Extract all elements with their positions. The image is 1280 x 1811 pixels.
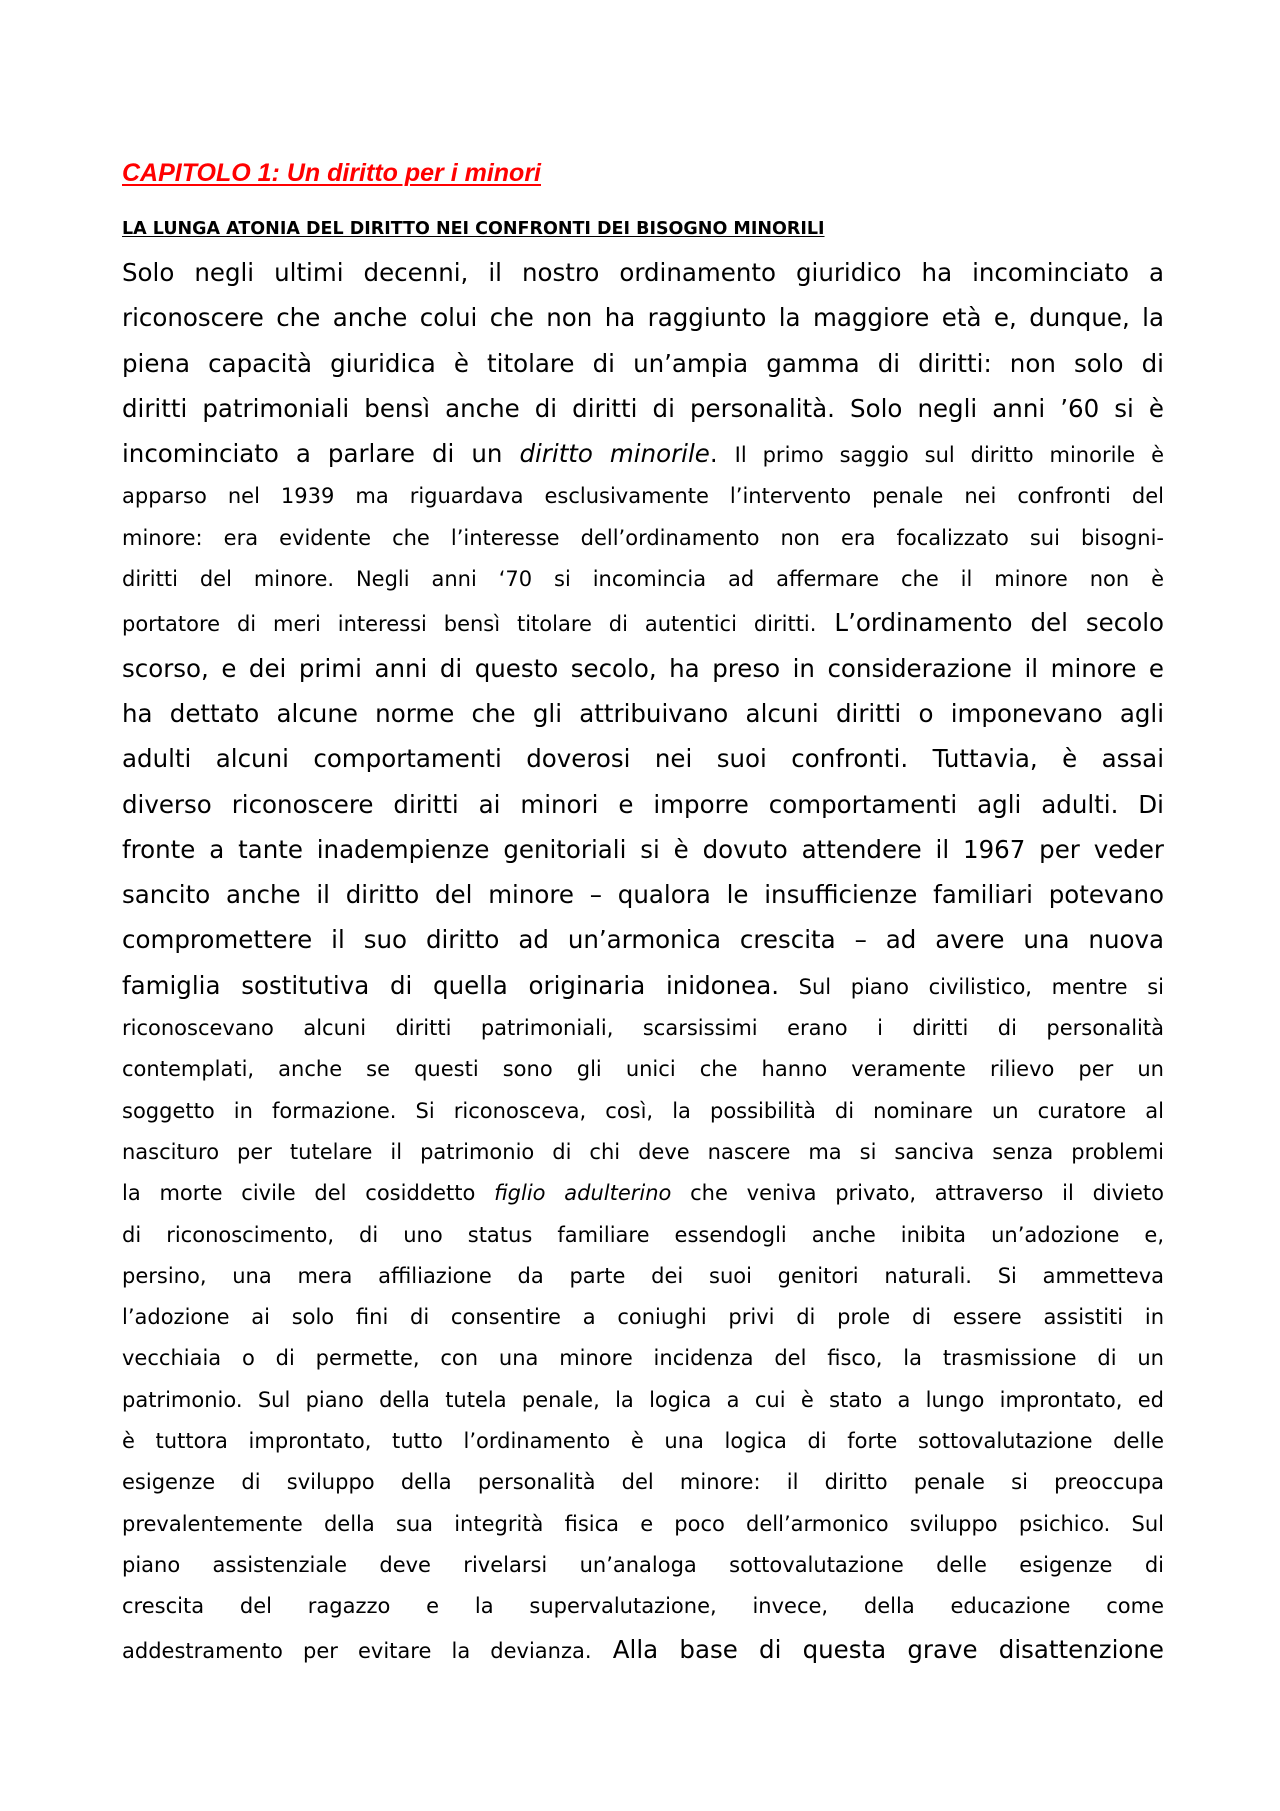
text-line: fronte a tante inadempienze genitoriali si è dovuto attendere il 1967 per veder <box>122 834 1164 864</box>
text-line: diritti patrimoniali bensì anche di diritti di personalità. Solo negli anni ’60 si è <box>122 393 1164 423</box>
text-line: crescita del ragazzo e la supervalutazione, invece, della educazione come <box>122 1594 1164 1619</box>
text-line <box>122 431 1164 476</box>
text-line: vecchiaia o di permette, con una minore incidenza del fisco, la trasmissione di un <box>122 1346 1164 1371</box>
text-run: incominciato a parlare di un <box>122 439 520 469</box>
chapter-title: CAPITOLO 1: Un diritto per i minori <box>122 159 541 187</box>
text-line: minore: era evidente che l’interesse dell’ordinamento non era focalizzato sui bisogni- <box>122 525 1164 550</box>
text-line: diverso riconoscere diritti ai minori e imporre comportamenti agli adulti. Di <box>122 789 1164 819</box>
text-line: di riconoscimento, di uno status familiare essendogli anche inibita un’adozione e, <box>122 1222 1164 1247</box>
text-line: persino, una mera affiliazione da parte dei suoi genitori naturali. Si ammetteva <box>122 1263 1164 1288</box>
text-line: esigenze di sviluppo della personalità del minore: il diritto penale si preoccupa <box>122 1470 1164 1495</box>
text-line: nascituro per tutelare il patrimonio di chi deve nascere ma si sanciva senza problemi <box>122 1139 1164 1164</box>
text-line: soggetto in formazione. Si riconosceva, così, la possibilità di nominare un curatore al <box>122 1098 1164 1123</box>
text-line: patrimonio. Sul piano della tutela penale, la logica a cui è stato a lungo improntato, ed <box>122 1387 1164 1412</box>
text-line: piena capacità giuridica è titolare di un’ampia gamma di diritti: non solo di <box>122 348 1164 378</box>
text-line: apparso nel 1939 ma riguardava esclusivamente l’intervento penale nei confronti del <box>122 484 1164 509</box>
text-run: portatore di meri interessi bensì titolare di autentici diritti. <box>122 612 817 637</box>
text-run: Sul piano civilistico, mentre si <box>779 974 1164 999</box>
text-run: . <box>709 439 735 469</box>
text-line <box>122 1628 1164 1672</box>
text-run-italic: diritto minorile <box>519 439 710 469</box>
text-line: prevalentemente della sua integrità fisica e poco dell’armonico sviluppo psichico. Sul <box>122 1511 1164 1536</box>
text-line: diritti del minore. Negli anni ‘70 si incomincia ad affermare che il minore non è <box>122 567 1164 592</box>
text-line: piano assistenziale deve rivelarsi un’analoga sottovalutazione delle esigenze di <box>122 1552 1164 1577</box>
text-line: scorso, e dei primi anni di questo secolo, ha preso in considerazione il minore e <box>122 653 1164 683</box>
text-run: famiglia sostitutiva di quella originaria inidonea. <box>122 970 780 1000</box>
text-run: Alla base di questa grave disattenzione <box>591 1634 1164 1664</box>
text-line <box>122 963 1164 1008</box>
text-line: ha dettato alcune norme che gli attribuivano alcuni diritti o imponevano agli <box>122 698 1164 728</box>
text-run: la morte civile del cosiddetto <box>122 1181 495 1206</box>
text-line: l’adozione ai solo fini di consentire a coniughi privi di prole di essere assistiti in <box>122 1305 1164 1330</box>
text-run: addestramento per evitare la devianza. <box>122 1638 592 1663</box>
text-line: contemplati, anche se questi sono gli unici che hanno veramente rilievo per un <box>122 1057 1164 1082</box>
section-heading: LA LUNGA ATONIA DEL DIRITTO NEI CONFRONTI DEI BISOGNO MINORILI <box>122 219 825 239</box>
text-line <box>122 1173 1164 1214</box>
text-run: L’ordinamento del secolo <box>816 608 1164 638</box>
text-line: compromettere il suo diritto ad un’armonica crescita – ad avere una nuova <box>122 925 1164 955</box>
text-run: che veniva privato, attraverso il divieto <box>671 1181 1164 1206</box>
body-text <box>122 250 1164 1672</box>
text-line: riconoscevano alcuni diritti patrimoniali, scarsissimi erano i diritti di personalità <box>122 1016 1164 1041</box>
text-line: riconoscere che anche colui che non ha raggiunto la maggiore età e, dunque, la <box>122 303 1164 333</box>
text-line: adulti alcuni comportamenti doverosi nei suoi confronti. Tuttavia, è assai <box>122 744 1164 774</box>
text-line: sancito anche il diritto del minore – qualora le insufficienze familiari potevano <box>122 880 1164 910</box>
text-line: è tuttora improntato, tutto l’ordinamento è una logica di forte sottovalutazione delle <box>122 1429 1164 1454</box>
text-run: Il primo saggio sul diritto minorile è <box>734 443 1164 468</box>
text-line <box>122 600 1164 645</box>
text-run-italic: figlio adulterino <box>494 1181 672 1206</box>
text-line: Solo negli ultimi decenni, il nostro ordinamento giuridico ha incominciato a <box>122 258 1164 287</box>
